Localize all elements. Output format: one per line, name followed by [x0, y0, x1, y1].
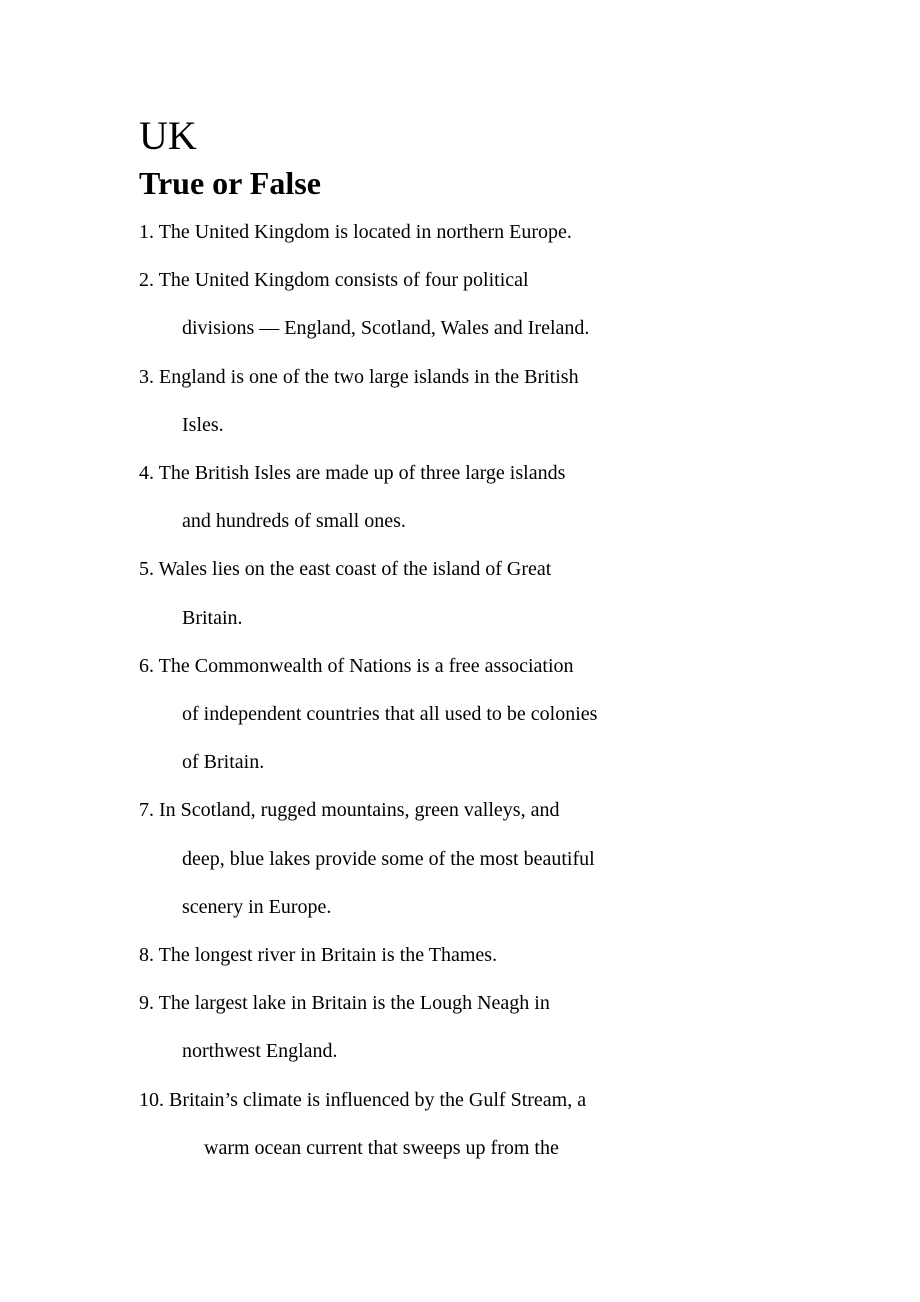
question-3-line-2: Isles. [182, 414, 224, 436]
question-6-line-3: of Britain. [182, 751, 265, 773]
question-2-line-2: divisions — England, Scotland, Wales and Ireland. [182, 317, 590, 339]
question-7-line-3: scenery in Europe. [182, 896, 332, 918]
question-3-line-1: 3. England is one of the two large islands in the British [139, 366, 579, 388]
question-9-line-2: northwest England. [182, 1040, 338, 1062]
question-1-line-1: 1. The United Kingdom is located in northern Europe. [139, 221, 572, 243]
section-heading: True or False [139, 165, 321, 201]
question-9-line-1: 9. The largest lake in Britain is the Lough Neagh in [139, 992, 550, 1014]
question-7-line-2: deep, blue lakes provide some of the most beautiful [182, 848, 595, 870]
question-2-line-1: 2. The United Kingdom consists of four political [139, 269, 529, 291]
question-10-line-2: warm ocean current that sweeps up from the [204, 1137, 559, 1159]
question-5-line-2: Britain. [182, 607, 243, 629]
question-8-line-1: 8. The longest river in Britain is the Thames. [139, 944, 498, 966]
question-5-line-1: 5. Wales lies on the east coast of the island of Great [139, 558, 552, 580]
question-6-line-2: of independent countries that all used to be colonies [182, 703, 598, 725]
question-4-line-1: 4. The British Isles are made up of three large islands [139, 462, 566, 484]
question-7-line-1: 7. In Scotland, rugged mountains, green valleys, and [139, 799, 560, 821]
question-6-line-1: 6. The Commonwealth of Nations is a free association [139, 655, 574, 677]
question-4-line-2: and hundreds of small ones. [182, 510, 406, 532]
page-title: UK [139, 113, 197, 158]
question-10-line-1: 10. Britain’s climate is influenced by the Gulf Stream, a [139, 1089, 587, 1111]
